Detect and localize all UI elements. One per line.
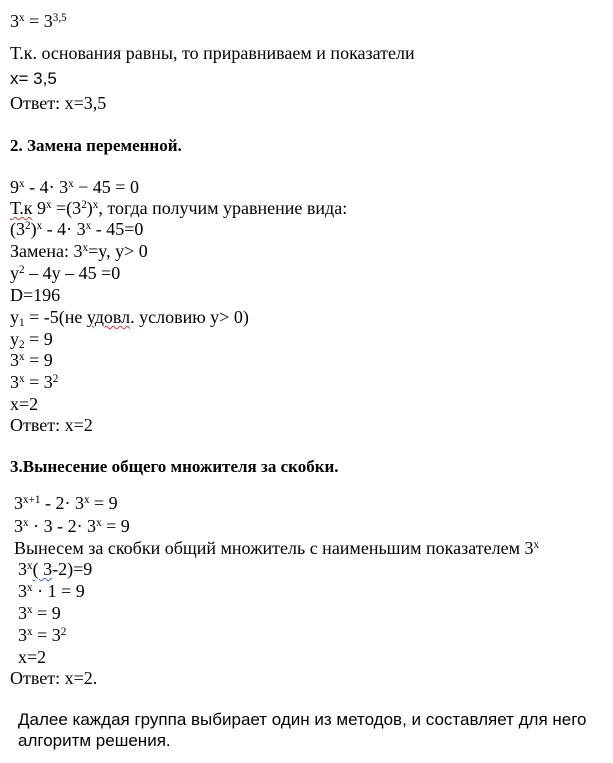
s2-line-substituted: $(3^2)^x - 4\cdot 3^x - 45=0$ [10,219,144,239]
intro-answer: Ответ: x=3,5 [10,93,107,113]
s2-line-discriminant: D=196 [10,285,61,305]
s3-equation-2: $3^x \cdot 3 - 2\cdot 3^x = 9$ [14,516,130,536]
s2-equation: $9^x - 4\cdot 3^x - 45 = 0$ [10,177,139,197]
s2-line-3x-9: $3^x = 9$ [10,350,53,370]
section-3-heading: 3.Вынесение общего множителя за скобки. [10,457,339,476]
s2-line-replacement: Замена: $3^x=y$, y> 0 [10,241,148,261]
s3-equation-1: $3^{x+1} - 2\cdot 3^x = 9$ [14,493,118,513]
intro-result: x= 3,5 [10,69,57,88]
s3-line-3x-3-2: $3^x = 3^2$ [18,625,67,645]
s3-line-factor-out: Вынесем за скобки общий множитель с наименьшим показателем 3$^x$ [14,538,540,558]
s2-line-quadratic: $y^2 - 4y - 45 =0$ [10,263,121,283]
intro-explanation: Т.к. основания равны, то приравниваем и показатели [10,43,415,63]
s3-line-times-1: $3^x \cdot 1 = 9$ [18,581,85,601]
intro-equation: $3^x = 3^{3,5}$ [10,11,67,31]
s3-line-bracket: 3$^x$( 3-2)=9 [18,559,93,579]
s3-line-x: x=2 [18,647,47,667]
s3-line-3x-9: $3^x = 9$ [18,603,61,623]
s2-line-x: x=2 [10,394,39,414]
s3-answer: Ответ: x=2. [10,668,98,688]
section-2-heading: 2. Замена переменной. [10,136,182,155]
s2-line-tk: Т.к $9^x =(3^2)^x$, тогда получим уравнение вида: [10,198,348,218]
s2-line-y2: y2 = 9 [10,329,53,352]
closing-line-1: Далее каждая группа выбирает один из методов, и составляет для него [18,710,587,729]
s2-answer: Ответ: x=2 [10,415,93,435]
s2-line-y1: y1 = -5(не удовл. условию y> 0) [10,307,249,330]
s2-line-3x-3-2: $3^x = 3^2$ [10,372,59,392]
closing-line-2: алгоритм решения. [18,731,171,750]
